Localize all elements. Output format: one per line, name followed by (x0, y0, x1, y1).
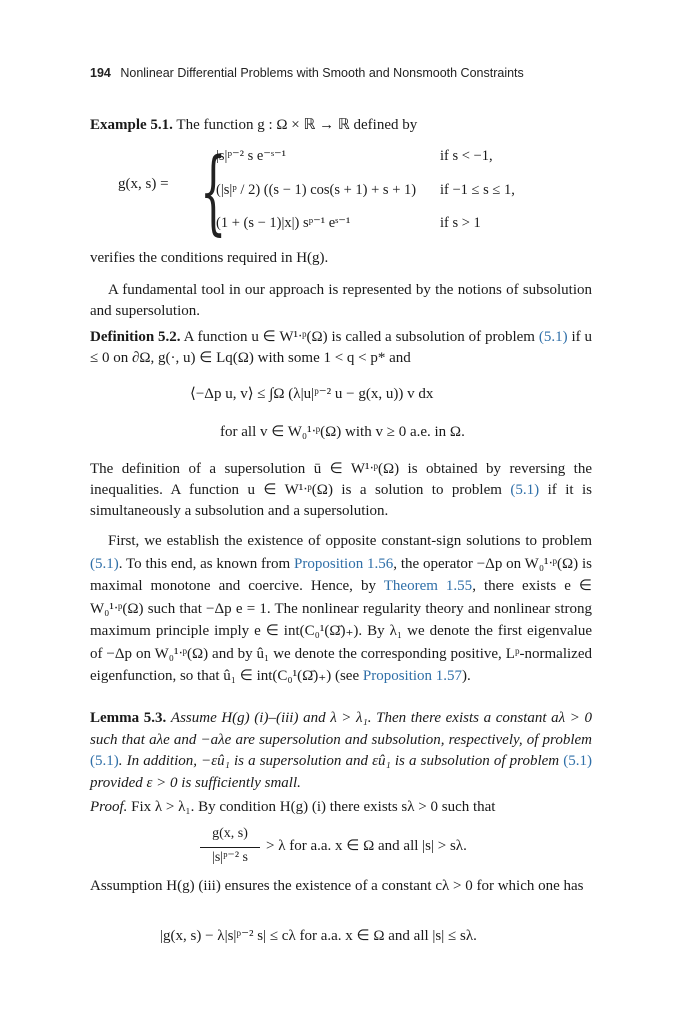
ref-proposition-1-57[interactable]: Proposition 1.57 (362, 668, 463, 684)
fraction-rest: > λ for a.a. x ∈ Ω and all |s| > sλ. (266, 838, 467, 854)
cases-lhs: g(x, s) = (118, 176, 169, 192)
proof-text: Fix λ > λ₁. By condition H(g) (i) there exists sλ > 0 such that (131, 799, 496, 815)
lemma-text-3: provided ε > 0 is sufficiently small. (90, 774, 301, 791)
definition-text-2: if u ≤ 0 on ∂Ω, g(·, u) ∈ Lq(Ω) with some 1 < q < p* and (90, 329, 593, 366)
first-text-2: . To this end, as known from (118, 555, 291, 572)
lemma-block (90, 708, 592, 794)
last-equation: |g(x, s) − λ|s|ᵖ⁻² s| ≤ cλ for a.a. x ∈ Ω and all |s| ≤ sλ. (160, 928, 477, 944)
definition-inequality: ⟨−Δp u, v⟩ ≤ ∫Ω (λ|u|ᵖ⁻² u − g(x, u)) v dx (190, 386, 434, 402)
super-ref[interactable]: (5.1) (510, 482, 540, 498)
case-expr-2: (|s|ᵖ / 2) ((s − 1) cos(s + 1) + s + 1) (216, 182, 417, 198)
verify-text: verifies the conditions required in H(g). (90, 250, 329, 266)
tool-paragraph: A fundamental tool in our approach is represented by the notions of subsolution and supersolution. (90, 282, 592, 319)
definition-block (90, 327, 592, 369)
page-number: 194 (90, 66, 111, 80)
first-text-1: First, we establish the existence of opposite constant-sign solutions to problem (108, 533, 592, 549)
cases-brace: { (200, 138, 227, 245)
example-label: Example 5.1. (90, 117, 173, 133)
case-cond-2: if −1 ≤ s ≤ 1, (440, 182, 515, 198)
example-heading (90, 115, 592, 136)
ref-problem-5-1[interactable]: (5.1) (90, 555, 119, 572)
fraction-bar (200, 847, 260, 848)
lemma-ref-1[interactable]: (5.1) (90, 753, 119, 769)
super-text-1: The definition of a supersolution ū ∈ W¹ᐧᵖ(Ω) is obtained by reversing the inequalities. A function u ∈ W¹ᐧᵖ(Ω) is a solution to problem (90, 461, 592, 498)
proof-start (90, 797, 592, 818)
ref-theorem-1-55[interactable]: Theorem 1.55 (383, 578, 473, 594)
assumption-paragraph: Assumption H(g) (iii) ensures the existence of a constant cλ > 0 for which one has (90, 878, 584, 894)
lemma-label: Lemma 5.3. (90, 710, 167, 726)
fraction-denominator: |s|ᵖ⁻² s (212, 850, 248, 865)
proof-label: Proof. (90, 799, 128, 815)
definition-forall: for all v ∈ W₀¹ᐧᵖ(Ω) with v ≥ 0 a.e. in Ω. (220, 424, 465, 440)
first-text-3: , the operator −Δp on W₀¹ᐧᵖ(Ω) is maximal monotone and coercive. Hence, by (90, 555, 592, 594)
supersolution-paragraph (90, 459, 592, 522)
case-cond-1: if s < −1, (440, 148, 493, 164)
running-title: Nonlinear Differential Problems with Smooth and Nonsmooth Constraints (120, 66, 524, 80)
lemma-text-1: Assume H(g) (i)–(iii) and λ > λ₁. Then there exists a constant aλ > 0 such that aλe and −aλe are supersolution and subsolution, respectively, of problem (90, 710, 593, 748)
first-text-4: , there exists e ∈ W₀¹ᐧᵖ(Ω) such that −Δp e = 1. The nonlinear regularity theory and nonlinear strong maximum principle imply e ∈ int(C₀¹(Ω̄)₊). By λ₁ we denote the first eigenvalue of −Δp on W₀¹ᐧᵖ(Ω) and by û₁ we denote the corresponding positive, Lᵖ-normalized eigenfunction, so that û₁ ∈ int(C₀¹(Ω̄)₊) (see (90, 578, 592, 684)
example-intro: The function g : Ω × ℝ → ℝ defined by (176, 117, 418, 133)
first-text-5: ). (462, 668, 471, 684)
lemma-ref-2[interactable]: (5.1) (563, 753, 592, 769)
case-expr-3: (1 + (s − 1)|x|) sᵖ⁻¹ eˢ⁻¹ (216, 215, 351, 231)
first-paragraph (90, 530, 592, 688)
ref-proposition-1-56[interactable]: Proposition 1.56 (294, 555, 394, 572)
case-expr-1: |s|ᵖ⁻² s e⁻ˢ⁻¹ (216, 148, 287, 164)
lemma-text-2: . In addition, −εû₁ is a supersolution and εû₁ is a subsolution of problem (118, 753, 560, 769)
fraction-numerator: g(x, s) (212, 826, 248, 841)
definition-label: Definition 5.2. (90, 329, 181, 345)
super-text-2: if it is simultaneously a subsolution and a supersolution. (90, 482, 593, 519)
definition-ref[interactable]: (5.1) (538, 329, 568, 345)
running-header (90, 66, 524, 80)
definition-text-1: A function u ∈ W¹ᐧᵖ(Ω) is called a subsolution of problem (183, 329, 535, 345)
case-cond-3: if s > 1 (440, 215, 481, 231)
